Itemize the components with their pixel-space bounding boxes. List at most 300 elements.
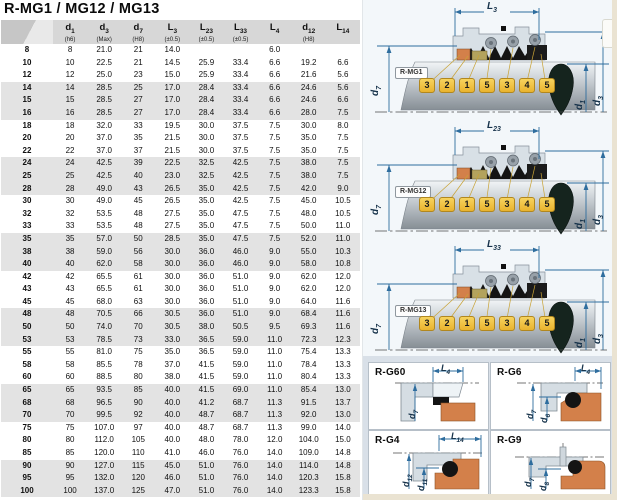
dim-label-top-length: $L_3$ [487,1,498,14]
cell-L3: 17.0 [164,95,181,105]
cell-L23: 36.0 [198,246,215,256]
seal-ring-dark [527,164,547,179]
row-size: 53 [22,334,32,344]
row-size: 10 [22,57,32,67]
cell-L33: 33.4 [232,107,249,117]
cell-d12: 42.0 [300,183,317,193]
cell-d1: 18 [65,120,75,130]
cell-d3: 32.0 [96,120,112,130]
cell-d12: 99.0 [300,422,317,432]
page-edge-right [612,0,617,500]
cell-d1: 42 [65,271,75,281]
cell-d12: 75.4 [300,347,317,357]
cell-L23: 38.0 [198,322,215,332]
cell-L4: 7.5 [269,196,281,206]
cell-d3: 65.5 [96,271,112,281]
table-row [1,69,360,82]
cell-L4: 7.5 [269,170,281,180]
cell-d12: 72.3 [300,334,317,344]
header-corner [1,20,53,44]
drive-collar [457,168,470,179]
cell-d12: 91.5 [300,397,317,407]
cell-L14: 11.0 [335,221,351,231]
cell-d7: 58 [133,259,143,269]
cell-L23: 41.2 [198,397,215,407]
seat-label: R-G60 [375,367,406,378]
cell-d3: 57.0 [96,233,112,243]
row-size: 55 [22,347,32,357]
dim-label-d7: $d_7$ [370,85,383,96]
table-row [1,321,360,334]
cell-d7: 21 [133,45,143,54]
cell-d12: 92.0 [300,410,317,420]
table-row [1,57,360,70]
cell-L23: 35.0 [198,183,215,193]
cell-L3: 41.0 [164,448,181,457]
seat-label: R-G4 [375,435,400,446]
cell-L4: 7.5 [269,133,281,143]
cell-d12: 45.0 [300,196,317,206]
cell-L33: 59.0 [232,359,249,369]
cell-L3: 30.0 [164,246,181,256]
row-size: 68 [22,397,32,407]
cell-L14: 9.0 [337,183,349,193]
cell-L3: 30.5 [164,322,181,332]
seat-label: R-G9 [497,435,522,446]
dim-label-top-length: $L_{33}$ [487,239,501,252]
table-row [1,359,360,372]
cell-L3: 40.0 [164,397,181,407]
dim-label-d7: $d_7$ [370,204,383,215]
cell-d12: 58.0 [300,259,317,269]
seat-pocket [433,383,463,397]
table-row [1,183,360,196]
cell-d3: 37.0 [96,133,112,143]
cell-L4: 9.0 [269,284,281,294]
cell-L3: 23.0 [164,170,181,180]
cell-L3: 45.0 [164,460,181,470]
dim-label-L4: $L_4$ [441,363,451,376]
table-row [1,334,360,347]
table-row [1,258,360,271]
drive-collar [457,49,470,60]
cell-L4: 11.3 [267,397,283,407]
cell-L4: 9.0 [269,259,281,269]
seat-diagram-r-g4 [368,430,489,498]
cell-d12: 64.0 [300,296,317,306]
cell-d7: 37 [133,145,143,155]
cell-d3: 42.5 [96,170,112,180]
seal-diagram-list [365,2,615,359]
dim-label-d11: $d_{11}$ [416,478,429,491]
cell-d3: 96.5 [96,397,112,407]
cell-d12 [292,44,326,57]
cell-d3: 74.0 [96,322,112,332]
cell-d1: 24 [65,158,75,168]
cell-L3: 27.5 [164,221,181,231]
cell-L23: 28.4 [198,95,215,105]
row-size: 42 [22,271,32,281]
cell-d3: 53.5 [96,221,112,231]
balloon-1: 3 [419,78,435,93]
dim-label-d7: $d_7$ [407,409,420,419]
cell-L23: 41.5 [198,359,215,369]
cell-d12: 19.2 [300,57,317,67]
dim-label-d8: $d_8$ [538,481,551,491]
cell-d1: 38 [65,246,75,256]
table-row [1,132,360,145]
balloon-5: 3 [499,197,515,212]
balloon-4: 5 [479,316,495,331]
cell-L33: 42.5 [232,183,249,193]
cell-L14: 6.6 [337,57,349,67]
cell-d12: 35.0 [300,145,317,155]
table-row [1,371,360,384]
cell-d3: 37.0 [96,145,112,155]
cell-d12: 80.4 [300,372,317,382]
cell-L3: 17.0 [164,107,181,117]
cell-d7: 61 [133,271,143,281]
cell-d12: 109.0 [298,448,319,457]
cell-d12: 78.4 [300,359,317,369]
cell-L23: 46.0 [198,448,215,457]
row-size: 50 [22,322,32,332]
cell-d7: 27 [133,95,143,105]
cell-L33: 47.5 [232,208,249,218]
cell-d7: 50 [133,233,143,243]
cell-d12: 120.3 [298,473,319,483]
row-size: 32 [22,208,32,218]
cell-L3: 46.0 [164,473,181,483]
cell-d7: 125 [131,485,145,495]
dim-label-L14: $L_{14}$ [451,431,464,444]
balloon-6: 4 [519,316,535,331]
table-row [1,485,360,498]
cell-d7: 115 [131,460,145,470]
cell-L4: 9.0 [269,296,281,306]
cell-L33: 46.0 [232,259,249,269]
row-size: 24 [22,158,32,168]
cell-d12: 114.0 [299,460,319,470]
cell-L3: 47.0 [164,485,181,495]
cell-d7: 33 [133,120,143,130]
table-row [1,397,360,410]
cell-d3: 85.5 [96,359,112,369]
cell-L3: 21.5 [164,133,181,143]
table-row [1,460,360,473]
cell-L4: 14.0 [266,448,283,457]
table-row [1,195,360,208]
table-row [1,44,360,57]
dim-label-top-length: $L_{23}$ [487,120,501,133]
cell-d3: 53.5 [96,208,112,218]
cell-d3: 120.0 [94,448,115,457]
cell-d7: 80 [133,372,143,382]
cell-L33: 76.0 [232,460,249,470]
cell-L33: 51.0 [232,284,249,294]
cell-d7: 45 [133,196,143,206]
cell-L14: 15.0 [335,435,351,445]
table-row [1,233,360,246]
cell-d3: 28.5 [96,82,112,92]
dim-label-d3: $d_3$ [592,95,605,106]
balloon-7: 5 [539,316,555,331]
cell-L33: 51.0 [232,296,249,306]
cell-L23: 32.5 [198,170,215,180]
cell-L33: 78.0 [232,435,249,445]
cell-L3: 40.0 [164,422,181,432]
cell-d3: 107.0 [94,422,115,432]
cell-d7: 40 [133,170,143,180]
balloon-2: 2 [439,316,455,331]
seal-variant-label: R-MG13 [395,305,431,317]
cell-d3: 22.5 [96,57,112,67]
row-size: 16 [22,107,32,117]
cell-d3: 25.0 [96,70,112,80]
cell-L23: 32.5 [198,158,215,168]
header-L23: $L_{23}$ (±0.5) [198,22,215,43]
cell-L14: 13.3 [335,372,351,382]
cell-L23: 41.5 [198,385,215,395]
cell-d7: 97 [133,422,143,432]
cell-d3: 49.0 [96,196,112,206]
dim-label-d6: $d_6$ [539,413,552,423]
cell-L14: 5.6 [337,82,349,92]
cell-L14: 13.0 [335,410,351,420]
row-size: 22 [22,145,32,155]
cell-d12: 52.0 [300,233,317,243]
cell-L23: 25.9 [198,70,215,80]
cell-L23: 51.0 [198,473,215,483]
cell-L33: 42.5 [232,158,249,168]
cell-L4: 7.5 [269,183,281,193]
table-row [1,120,360,133]
cell-L33: 68.7 [232,397,249,407]
cell-d1: 30 [65,196,75,206]
cell-d1: 33 [65,221,75,231]
cell-d1: 80 [65,435,75,445]
cell-L3: 37.0 [164,359,181,369]
seal-face [472,51,487,60]
balloon-4: 5 [479,78,495,93]
cell-L3: 30.5 [164,309,181,319]
cell-d7: 21 [133,57,143,67]
cell-d7: 90 [133,397,143,407]
cell-d7: 35 [133,133,143,143]
cell-d3: 59.0 [96,246,112,256]
dim-label-L4: $L_4$ [581,363,591,376]
table-row [1,170,360,183]
cell-L4: 14.0 [266,485,283,495]
balloon-5: 3 [499,316,515,331]
cell-L3: 40.0 [164,385,181,395]
cell-d1: 90 [65,460,75,470]
cell-d12: 62.0 [300,284,317,294]
cell-L4: 11.0 [267,347,283,357]
cell-L3: 21.5 [164,145,181,155]
dim-label-d7: $d_7$ [525,409,538,419]
seat-label: R-G6 [497,367,522,378]
cell-L4: 7.5 [269,221,281,231]
cell-L4: 6.0 [269,45,281,54]
table-row [1,283,360,296]
balloon-2: 2 [439,197,455,212]
o-ring [442,461,458,477]
cell-d12: 28.0 [300,107,317,117]
set-screw [501,145,506,150]
cell-d7: 48 [133,221,143,231]
cell-d1: 32 [65,208,75,218]
cell-L23: 48.7 [198,410,215,420]
cell-L4: 11.0 [267,372,283,382]
row-size: 8 [24,45,30,54]
cell-L23: 35.0 [198,196,215,206]
cell-L23: 30.0 [198,120,215,130]
cell-L33: 33.4 [232,82,249,92]
table-row [1,145,360,158]
cell-L3: 15.0 [164,70,181,80]
cell-L4: 7.5 [269,233,281,243]
cell-d12: 50.0 [300,221,317,231]
cell-L23: 36.5 [198,334,215,344]
cell-L23: 51.0 [198,460,215,470]
cell-d1: 75 [65,422,75,432]
cell-L33: 37.5 [232,133,249,143]
cell-L3: 19.5 [164,120,181,130]
cell-L4: 6.6 [269,82,281,92]
balloon-6: 4 [519,197,535,212]
seat-diagram-r-g6 [490,362,611,430]
cell-L23: 48.7 [198,422,215,432]
seal-face [472,289,487,298]
cell-L3: 30.0 [164,271,181,281]
cell-d7: 78 [133,359,143,369]
seal-diagram [367,2,611,120]
cell-d3: 68.0 [96,296,112,306]
cell-d1: 48 [65,309,75,319]
balloon-1: 3 [419,197,435,212]
cell-d1: 68 [65,397,75,407]
header-L33: $L_{33}$ (±0.5) [232,22,249,43]
cell-d1: 35 [65,233,75,243]
seat-ring [441,403,475,421]
cell-d1: 8 [67,45,73,54]
cell-d12: 48.0 [300,208,317,218]
cell-L14: 12.0 [335,271,351,281]
row-size: 40 [22,259,32,269]
cell-L33: 33.4 [232,70,249,80]
cell-d1: 20 [65,133,75,143]
cell-L23: 36.0 [198,259,215,269]
cell-d1: 40 [65,259,75,269]
cell-d1: 28 [65,183,75,193]
table-row [1,434,360,447]
row-size: 18 [22,120,32,130]
table-row [1,208,360,221]
seal-face [472,170,487,179]
table-row [1,94,360,107]
cell-L33: 76.0 [232,473,249,483]
cell-L4: 6.6 [269,95,281,105]
cell-d7: 92 [133,410,143,420]
page-title: R-MG1 / MG12 / MG13 [4,1,160,17]
balloon-5: 3 [499,78,515,93]
dim-label-d3: $d_3$ [592,333,605,344]
row-size: 15 [22,95,32,105]
cell-L14: 12.0 [335,284,351,294]
cell-d12: 104.0 [298,435,319,445]
cell-L33: 37.5 [232,145,249,155]
cell-d3: 81.0 [96,347,112,357]
cell-d1: 85 [65,448,75,457]
cell-d7: 25 [133,82,143,92]
cell-d12: 68.4 [300,309,317,319]
cell-L23: 36.5 [198,347,215,357]
row-size: 25 [22,170,32,180]
cell-d3: 99.5 [96,410,112,420]
cell-L14: 10.8 [335,259,351,269]
cell-d12: 24.6 [300,82,317,92]
cell-d12: 85.4 [300,385,317,395]
cell-d7: 43 [133,183,143,193]
cell-d3: 137.0 [94,485,115,495]
row-size: 14 [22,82,32,92]
diagram-panel [362,0,617,500]
o-ring [568,460,582,474]
cell-d12: 62.0 [300,271,317,281]
cell-L4: 11.0 [267,334,283,344]
table-row [1,220,360,233]
cell-L4: 9.5 [269,322,281,332]
table-row [1,422,360,435]
cell-L23: 30.0 [198,145,215,155]
set-screw [501,264,506,269]
cell-d3: 42.5 [96,158,112,168]
row-size: 33 [22,221,32,231]
balloon-4: 5 [479,197,495,212]
row-size: 60 [22,372,32,382]
cell-L3: 27.5 [164,208,181,218]
seal-diagram [367,121,611,239]
header-d12: $d_{12}$ (H8) [302,22,316,43]
cell-L14: 7.5 [337,133,349,143]
cell-d1: 58 [65,359,75,369]
cell-d1: 45 [65,296,75,306]
cell-L33: 51.0 [232,309,249,319]
balloon-6: 4 [519,78,535,93]
seal-ring-dark [527,283,547,298]
cell-L23: 35.0 [198,221,215,231]
cell-L14: 11.6 [335,296,351,306]
balloon-7: 5 [539,197,555,212]
dim-label-d3: $d_3$ [592,214,605,225]
cell-L14: 10.3 [335,246,351,256]
cell-L14: 13.3 [335,347,351,357]
row-size: 20 [22,133,32,143]
cell-L23: 36.0 [198,309,215,319]
header-L14: $L_{14}$ [336,22,350,35]
dim-label-d1: $d_1$ [574,218,587,229]
table-row [1,107,360,120]
cell-L33 [223,44,257,57]
cell-L3: 30.0 [164,284,181,294]
cell-d3: 78.5 [96,334,112,344]
balloon-7: 5 [539,78,555,93]
cell-L14 [326,44,360,57]
cell-L4: 11.0 [267,385,283,395]
cell-L3: 38.0 [164,372,181,382]
cell-d1: 55 [65,347,75,357]
